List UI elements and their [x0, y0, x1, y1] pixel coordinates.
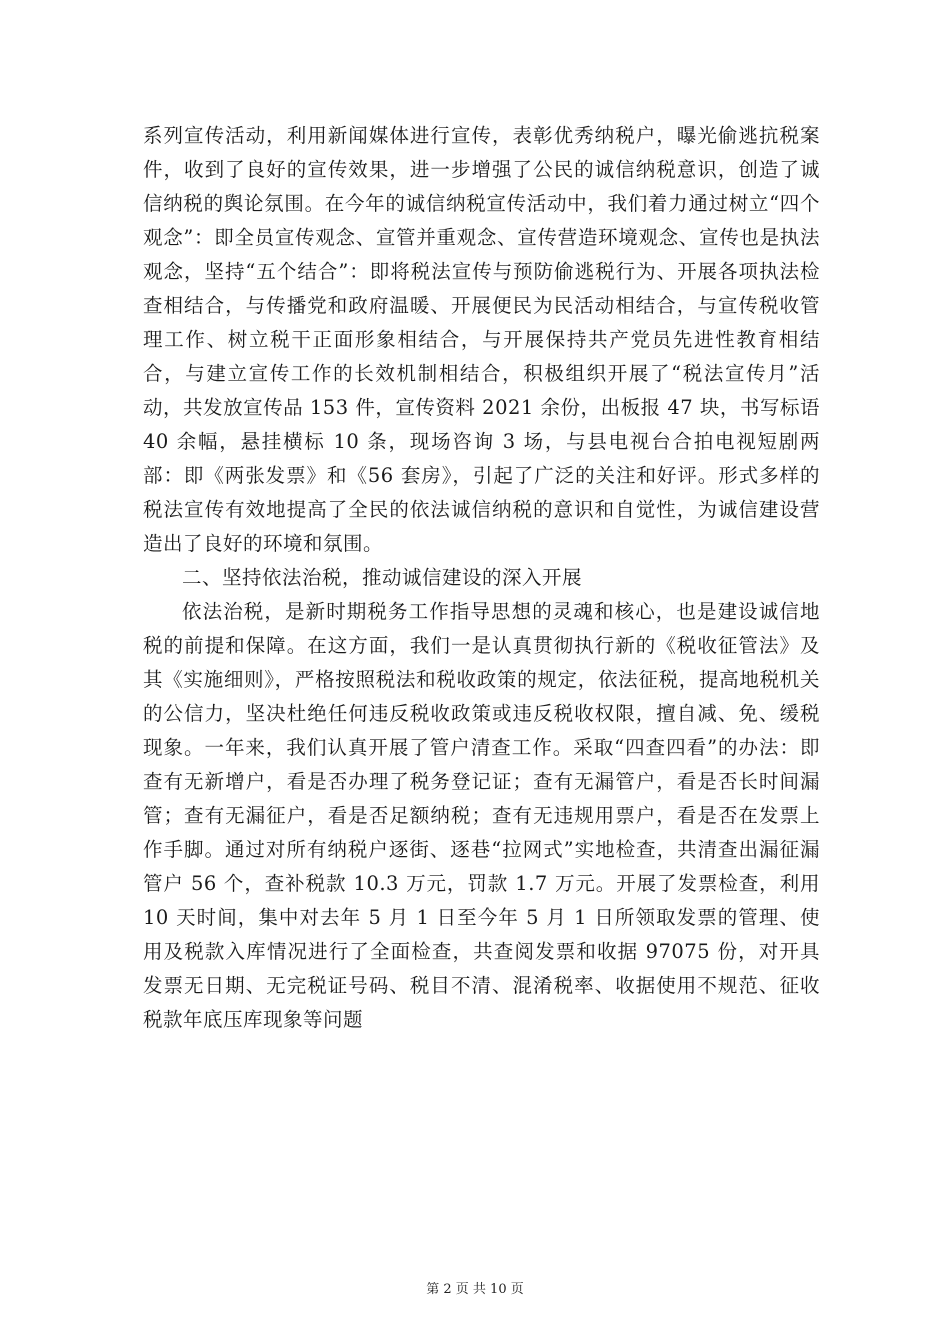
page-number-footer: 第 2 页 共 10 页 [426, 1282, 524, 1297]
document-body [143, 119, 820, 1037]
paragraph-publicity-activities: 系列宣传活动，利用新闻媒体进行宣传，表彰优秀纳税户，曝光偷逃抗税案件，收到了良好的宣传效果，进一步增强了公民的诚信纳税意识，创造了诚信纳税的舆论氛围。在今年的诚信纳税宣传活动中，我们着力通过树立“四个观念”：即全员宣传观念、宣管并重观念、宣传营造环境观念、宣传也是执法观念，坚持“五个结合”：即将税法宣传与预防偷逃税行为、开展各项执法检查相结合，与传播党和政府温暖、开展便民为民活动相结合，与宣传税收管理工作、树立税干正面形象相结合，与开展保持共产党员先进性教育相结合，与建立宣传工作的长效机制相结合，积极组织开展了“税法宣传月”活动，共发放宣传品 153 件，宣传资料 2021 余份，出板报 47 块，书写标语 40 余幅，悬挂横标 10 条，现场咨询 3 场，与县电视台合拍电视短剧两部：即《两张发票》和《56 套房》，引起了广泛的关注和好评。形式多样的税法宣传有效地提高了全民的依法诚信纳税的意识和自觉性，为诚信建设营造出了良好的环境和氛围。 [143, 124, 820, 555]
section-heading-rule-of-law: 二、坚持依法治税，推动诚信建设的深入开展 [182, 566, 583, 589]
paragraph-rule-of-law: 依法治税，是新时期税务工作指导思想的灵魂和核心，也是建设诚信地税的前提和保障。在这方面，我们一是认真贯彻执行新的《税收征管法》及其《实施细则》，严格按照税法和税收政策的规定，依法征税，提高地税机关的公信力，坚决杜绝任何违反税收政策或违反税收权限，擅自减、免、缓税现象。一年来，我们认真开展了管户清查工作。采取“四查四看”的办法：即查有无新增户，看是否办理了税务登记证；查有无漏管户，看是否长时间漏管；查有无漏征户，看是否足额纳税；查有无违规用票户，看是否在发票上作手脚。通过对所有纳税户逐街、逐巷“拉网式”实地检查，共清查出漏征漏管户 56 个，查补税款 10.3 万元，罚款 1.7 万元。开展了发票检查，利用 10 天时间，集中对去年 5 月 1 日至今年 5 月 1 日所领取发票的管理、使用及税款入库情况进行了全面检查，共查阅发票和收据 97075 份，对开具发票无日期、无完税证号码、税目不清、混淆税率、收据使用不规范、征收税款年底压库现象等问题 [143, 600, 820, 1031]
